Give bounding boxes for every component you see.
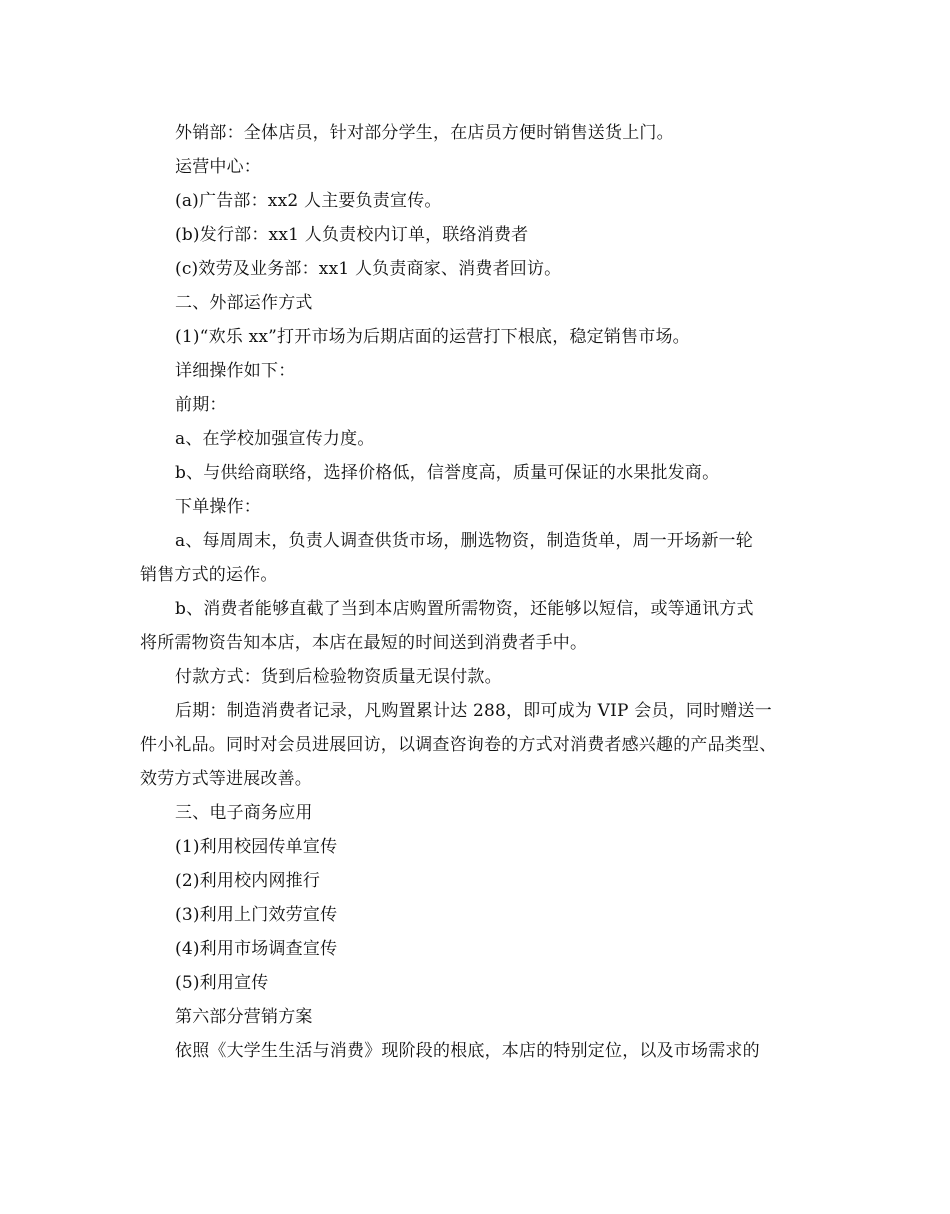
list-item: a、在学校加强宣传力度。 bbox=[175, 429, 375, 449]
list-item: (b)发行部：xx1 人负责校内订单，联络消费者 bbox=[175, 225, 529, 245]
section-heading: 二、外部运作方式 bbox=[175, 293, 313, 313]
paragraph-line: 后期：制造消费者记录，凡购置累计达 288，即可成为 VIP 会员，同时赠送一 bbox=[175, 701, 772, 721]
paragraph-line: (1)“欢乐 xx”打开市场为后期店面的运营打下根底，稳定销售市场。 bbox=[175, 327, 690, 347]
list-item: (3)利用上门效劳宣传 bbox=[175, 905, 338, 925]
list-item: (2)利用校内网推行 bbox=[175, 871, 321, 891]
list-item: b、消费者能够直截了当到本店购置所需物资，还能够以短信，或等通讯方式 bbox=[175, 599, 754, 619]
list-item: a、每周周末，负责人调查供货市场，删选物资，制造货单，周一开场新一轮 bbox=[175, 531, 753, 551]
paragraph-continuation: 销售方式的运作。 bbox=[140, 565, 278, 585]
paragraph-line: 付款方式：货到后检验物资质量无误付款。 bbox=[175, 667, 502, 687]
paragraph-continuation: 效劳方式等进展改善。 bbox=[140, 769, 312, 789]
list-item: (c)效劳及业务部：xx1 人负责商家、消费者回访。 bbox=[175, 259, 562, 279]
list-item: b、与供给商联络，选择价格低，信誉度高，质量可保证的水果批发商。 bbox=[175, 463, 720, 483]
list-item: (1)利用校园传单宣传 bbox=[175, 837, 338, 857]
document-body bbox=[140, 116, 820, 1068]
list-item: (4)利用市场调查宣传 bbox=[175, 939, 338, 959]
section-heading: 三、电子商务应用 bbox=[175, 803, 313, 823]
section-heading: 第六部分营销方案 bbox=[175, 1007, 313, 1027]
paragraph-line: 外销部：全体店员，针对部分学生，在店员方便时销售送货上门。 bbox=[175, 123, 674, 143]
list-item: (5)利用宣传 bbox=[175, 973, 269, 993]
paragraph-line: 前期： bbox=[175, 395, 227, 415]
paragraph-continuation: 件小礼品。同时对会员进展回访，以调查咨询卷的方式对消费者感兴趣的产品类型、 bbox=[140, 735, 777, 755]
paragraph-line: 详细操作如下： bbox=[175, 361, 296, 381]
section-heading: 运营中心： bbox=[175, 157, 261, 177]
list-item: (a)广告部：xx2 人主要负责宣传。 bbox=[175, 191, 442, 211]
paragraph-continuation: 将所需物资告知本店，本店在最短的时间送到消费者手中。 bbox=[140, 633, 588, 653]
paragraph-line: 依照《大学生生活与消费》现阶段的根底，本店的特别定位，以及市场需求的 bbox=[175, 1041, 760, 1061]
paragraph-line: 下单操作： bbox=[175, 497, 261, 517]
